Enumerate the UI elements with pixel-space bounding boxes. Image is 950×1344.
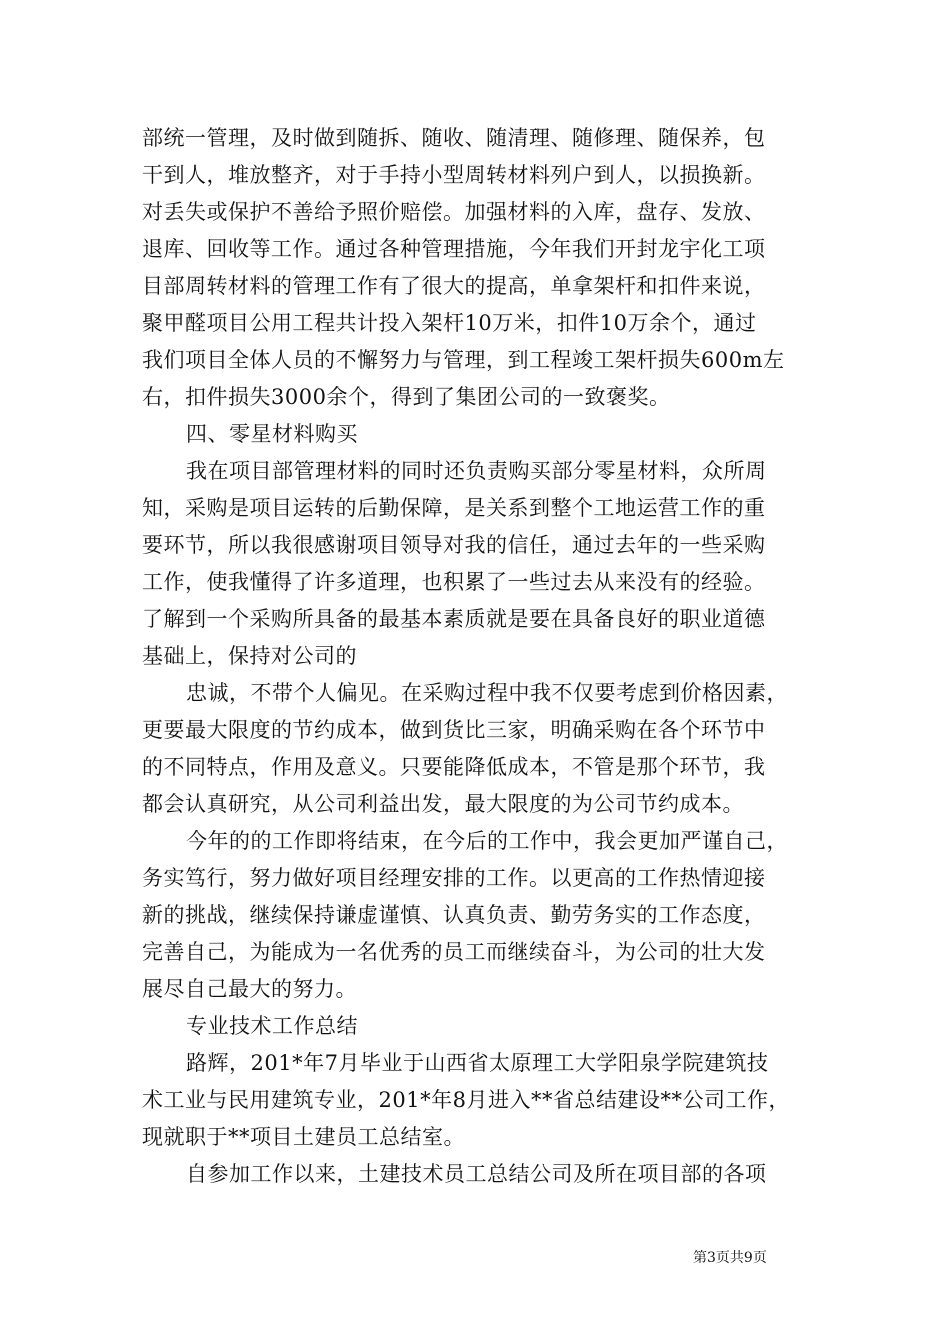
body-text-line: 退库、回收等工作。通过各种管理措施，今年我们开封龙宇化工项 <box>142 237 766 261</box>
body-text-line: 基础上，保持对公司的 <box>142 644 357 668</box>
body-text-line: 完善自己，为能成为一名优秀的员工而继续奋斗，为公司的壮大发 <box>142 940 766 964</box>
body-text-line: 都会认真研究，从公司利益出发，最大限度的为公司节约成本。 <box>142 792 744 816</box>
section-heading: 四、零星材料购买 <box>186 422 358 446</box>
body-text-line: 更要最大限度的节约成本，做到货比三家，明确采购在各个环节中 <box>142 718 766 742</box>
body-text-line: 的不同特点，作用及意义。只要能降低成本，不管是那个环节，我 <box>142 755 766 779</box>
body-text-line: 我们项目全体人员的不懈努力与管理，到工程竣工架杆损失600m左 <box>142 348 785 372</box>
body-text-line: 工作，使我懂得了许多道理，也积累了一些过去从来没有的经验。 <box>142 570 766 594</box>
body-text-line: 务实笃行，努力做好项目经理安排的工作。以更高的工作热情迎接 <box>142 866 766 890</box>
body-text-line: 要环节，所以我很感谢项目领导对我的信任，通过去年的一些采购 <box>142 533 766 557</box>
body-text-line: 忠诚，不带个人偏见。在采购过程中我不仅要考虑到价格因素， <box>186 681 788 705</box>
body-text-line: 路辉，201*年7月毕业于山西省太原理工大学阳泉学院建筑技 <box>186 1051 769 1075</box>
body-text-line: 知，采购是项目运转的后勤保障，是关系到整个工地运营工作的重 <box>142 496 766 520</box>
body-text-line: 我在项目部管理材料的同时还负责购买部分零星材料，众所周 <box>186 459 767 483</box>
body-text-line: 展尽自己最大的努力。 <box>142 977 357 1001</box>
body-text-line: 了解到一个采购所具备的最基本素质就是要在具备良好的职业道德 <box>142 607 766 631</box>
body-text-line: 现就职于**项目土建员工总结室。 <box>142 1125 465 1149</box>
page-number: 第3页共9页 <box>693 1250 767 1266</box>
body-text-line: 目部周转材料的管理工作有了很大的提高，单拿架杆和扣件来说， <box>142 274 766 298</box>
body-text-line: 右，扣件损失3000余个，得到了集团公司的一致褒奖。 <box>142 385 671 409</box>
body-text-line: 对丢失或保护不善给予照价赔偿。加强材料的入库，盘存、发放、 <box>142 200 766 224</box>
document-title: 专业技术工作总结 <box>186 1014 358 1038</box>
body-text-line: 部统一管理，及时做到随拆、随收、随清理、随修理、随保养，包 <box>142 126 766 150</box>
body-text-line: 聚甲醛项目公用工程共计投入架杆10万米，扣件10万余个，通过 <box>142 311 757 335</box>
body-text-line: 今年的的工作即将结束，在今后的工作中，我会更加严谨自己， <box>186 829 788 853</box>
body-text-line: 新的挑战，继续保持谦虚谨慎、认真负责、勤劳务实的工作态度， <box>142 903 766 927</box>
body-text-line: 术工业与民用建筑专业，201*年8月进入**省总结建设**公司工作， <box>142 1088 790 1112</box>
body-text-line: 干到人，堆放整齐，对于手持小型周转材料列户到人，以损换新。 <box>142 163 766 187</box>
body-text-line: 自参加工作以来，土建技术员工总结公司及所在项目部的各项 <box>186 1162 767 1186</box>
